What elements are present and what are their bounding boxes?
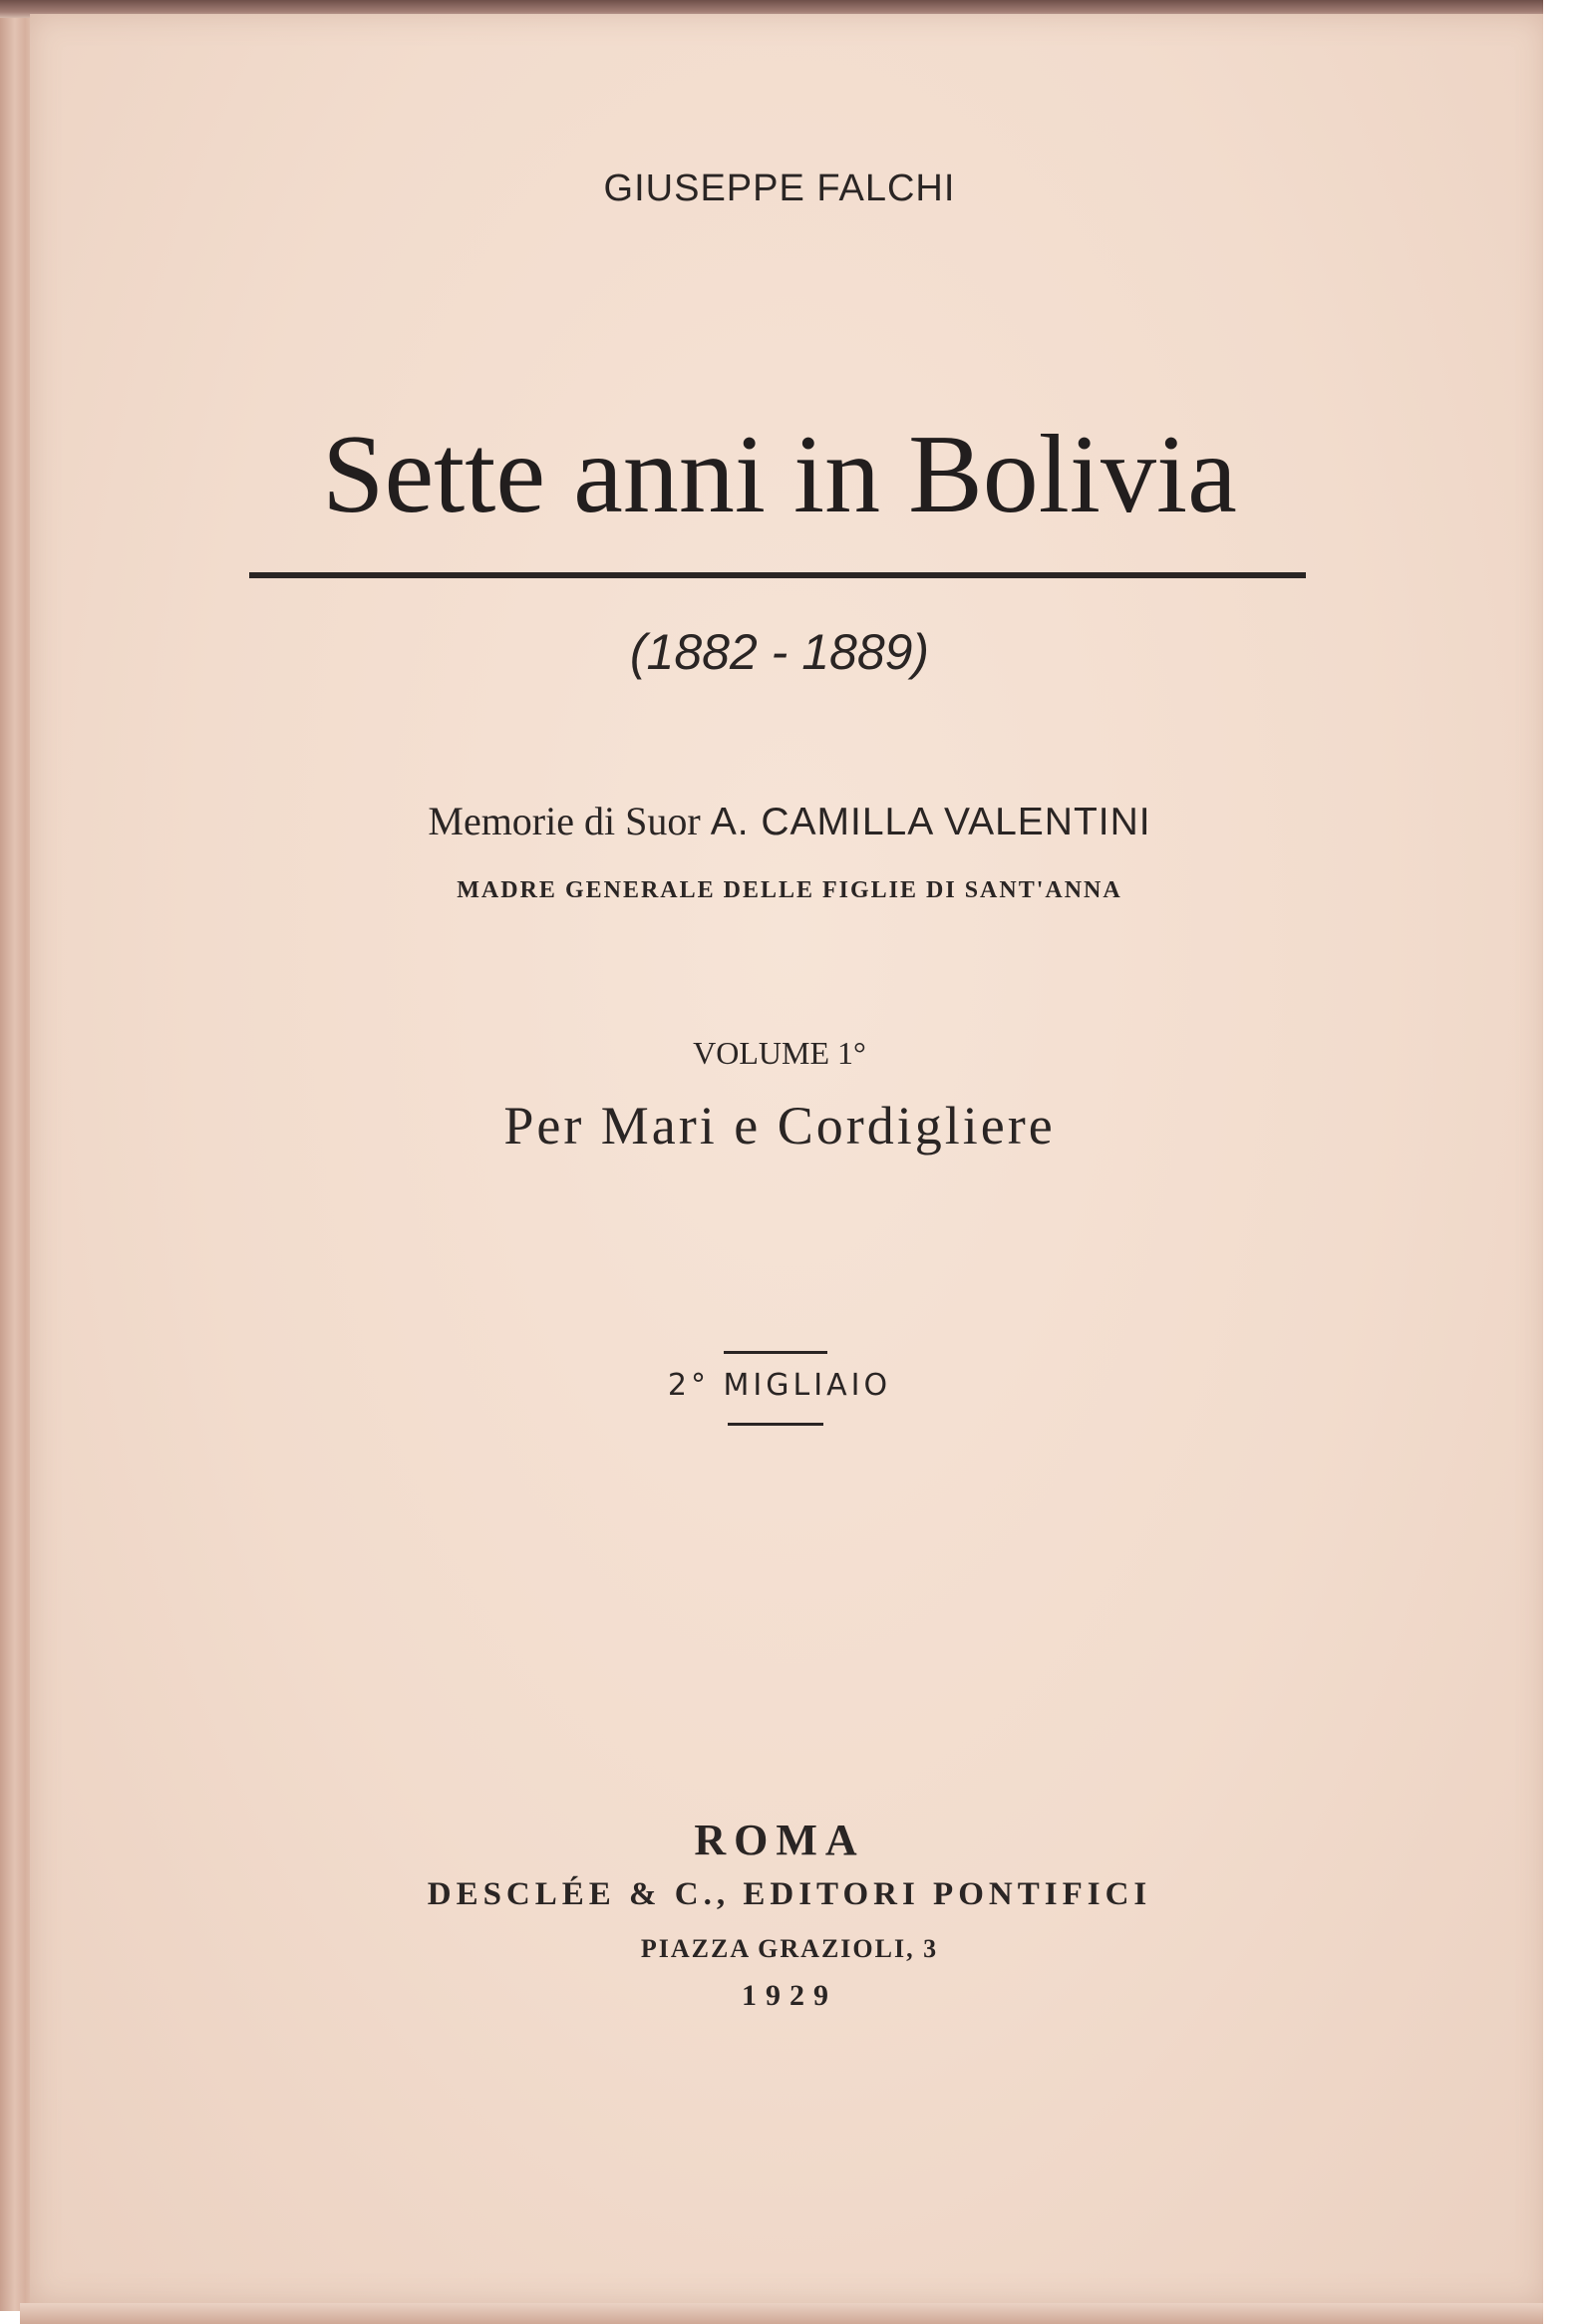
right-margin [1543, 0, 1579, 2324]
imprint-year: 1929 [742, 1979, 837, 2012]
edition-rule-top [724, 1351, 827, 1354]
edition-rule-bottom [728, 1423, 823, 1426]
title-underline [249, 572, 1306, 578]
memoirs-name: A. CAMILLA VALENTINI [710, 801, 1151, 843]
volume-subtitle: Per Mari e Cordigliere [503, 1096, 1056, 1156]
memoirs-role: MADRE GENERALE DELLE FIGLIE DI SANT'ANNA [457, 877, 1122, 903]
volume-number: VOLUME 1° [693, 1035, 866, 1071]
author-name: GIUSEPPE FALCHI [603, 167, 956, 209]
book-bottom-edge [20, 2303, 1555, 2324]
book-title: Sette anni in Bolivia [322, 413, 1237, 536]
memoirs-prefix: Memorie di Suor [428, 799, 701, 843]
imprint-city: ROMA [694, 1816, 865, 1864]
memoirs-line [0, 798, 1579, 844]
edition-label: 2° MIGLIAIO [667, 1368, 892, 1403]
date-range: (1882 - 1889) [629, 624, 930, 680]
imprint-publisher: DESCLÉE & C., EDITORI PONTIFICI [427, 1876, 1152, 1912]
imprint-address: PIAZZA GRAZIOLI, 3 [640, 1934, 939, 1963]
